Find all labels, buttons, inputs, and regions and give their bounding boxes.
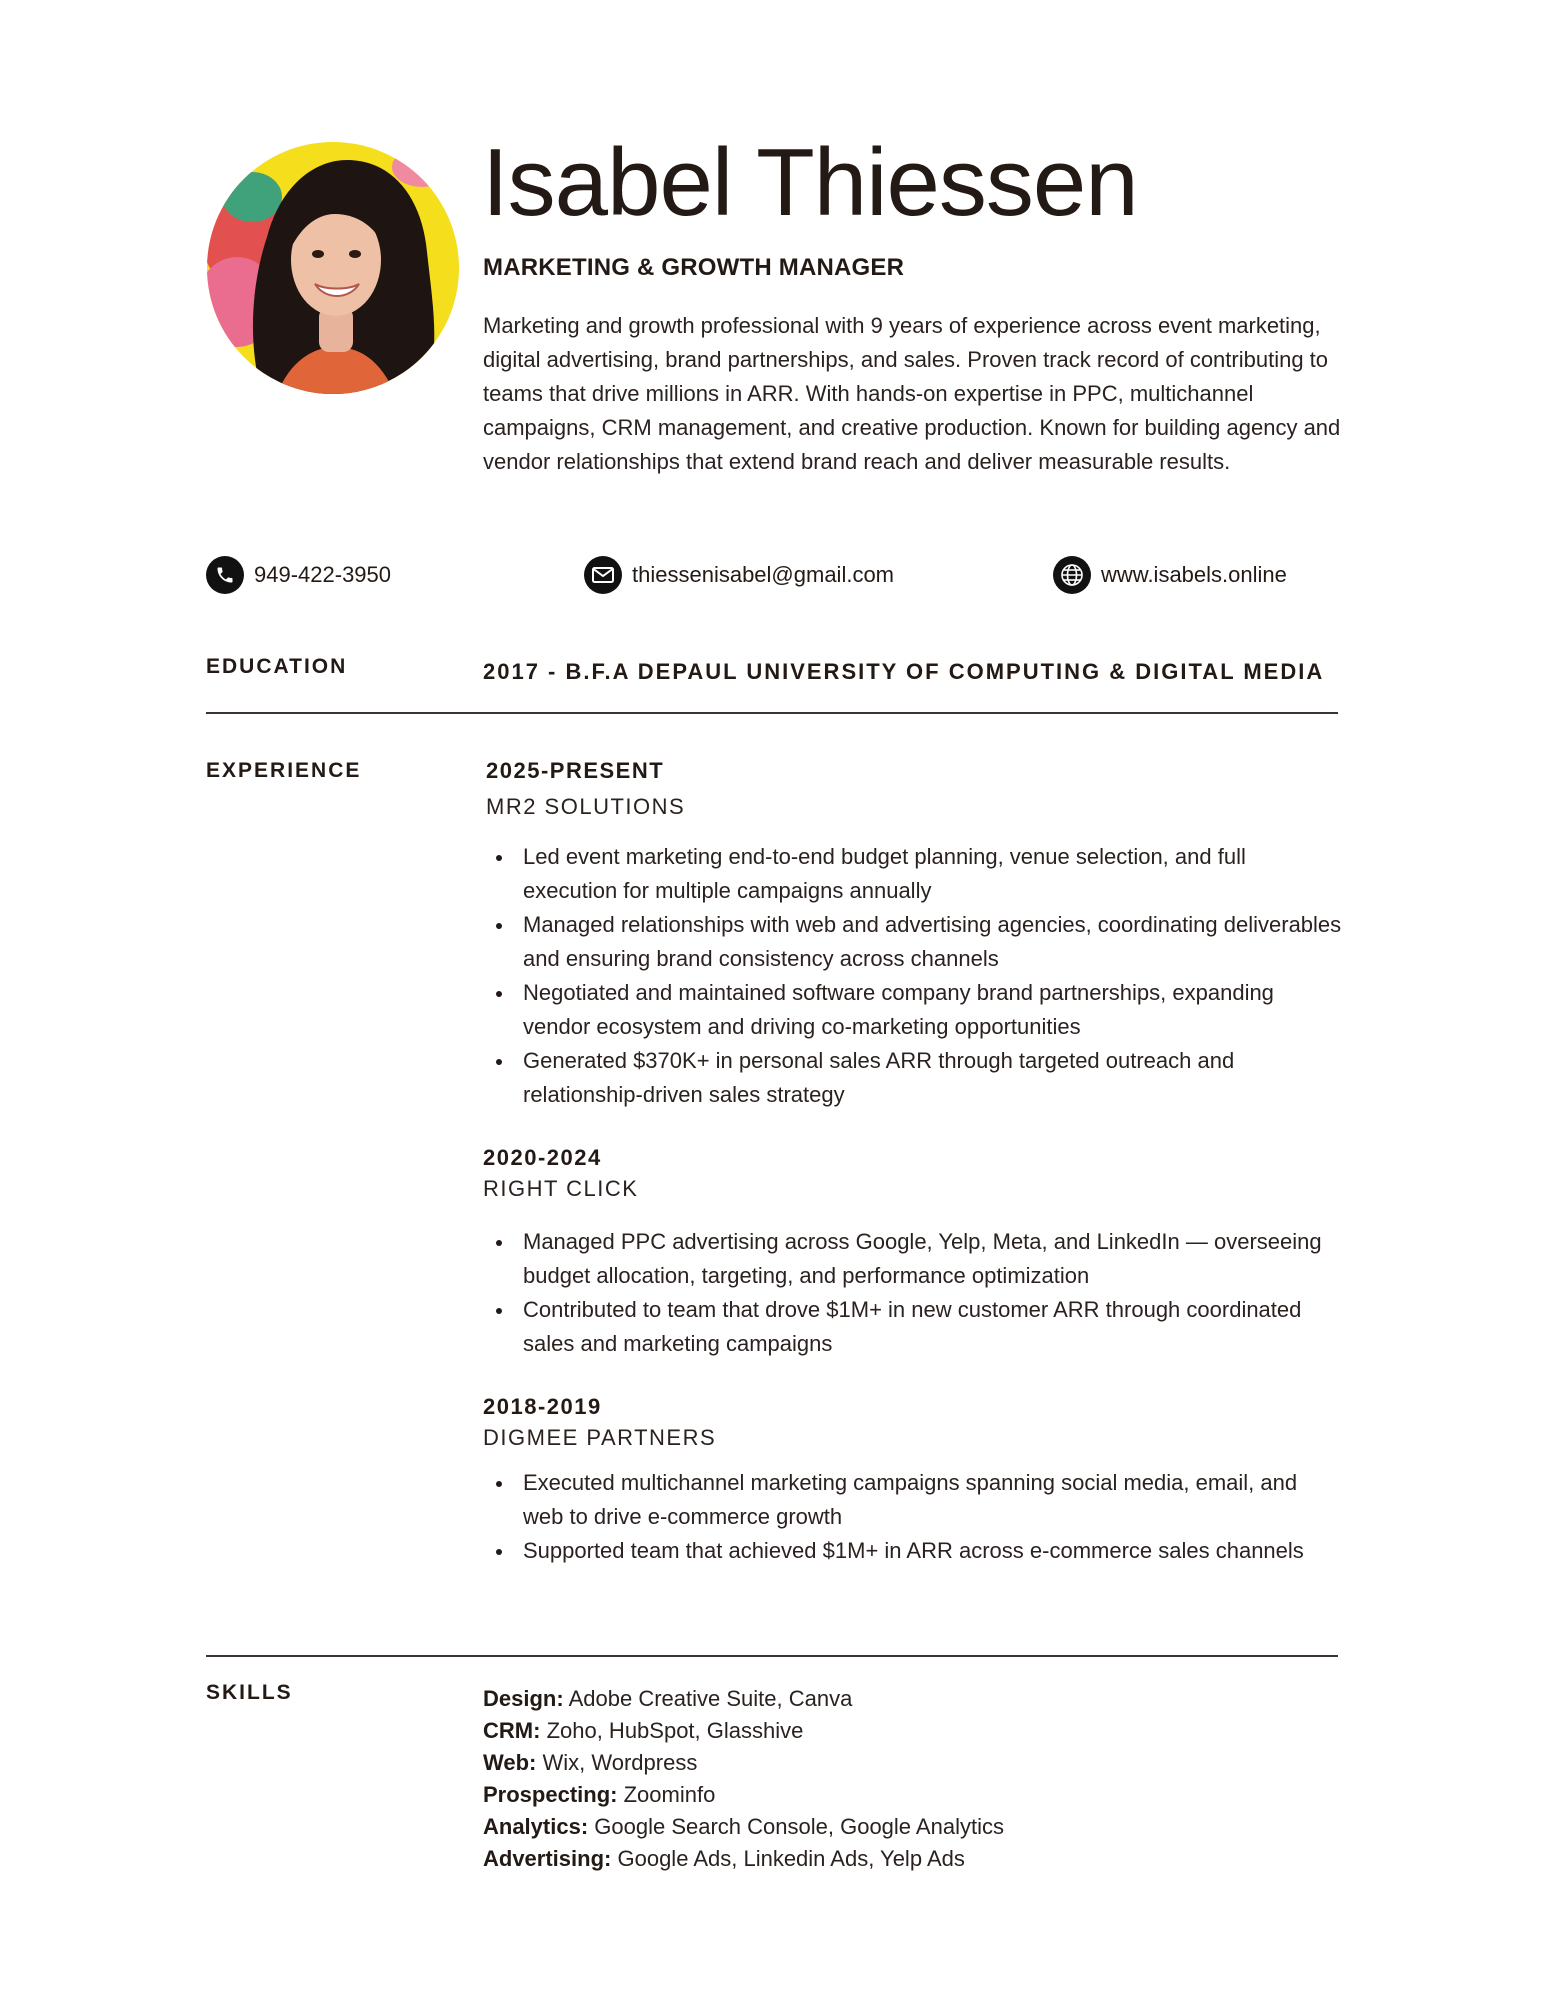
list-item: Managed relationships with web and advertising agencies, coordinating deliverables and ensuring brand consistency across channels <box>483 908 1343 976</box>
skill-value: Google Search Console, Google Analytics <box>594 1814 1004 1839</box>
list-item: Led event marketing end-to-end budget planning, venue selection, and full execution for multiple campaigns annually <box>483 840 1343 908</box>
job-entry <box>486 758 685 820</box>
list-item: Negotiated and maintained software company brand partnerships, expanding vendor ecosystem and driving co-marketing opportunities <box>483 976 1343 1044</box>
skill-category: Prospecting: <box>483 1782 618 1807</box>
phone-number[interactable]: 949-422-3950 <box>254 562 392 587</box>
skill-category: CRM: <box>483 1718 541 1743</box>
job-years: 2020-2024 <box>483 1145 602 1170</box>
skill-row <box>483 1811 1004 1843</box>
skill-row <box>483 1715 1004 1747</box>
job-entry <box>483 1394 716 1451</box>
list-item: Generated $370K+ in personal sales ARR through targeted outreach and relationship-driven sales strategy <box>483 1044 1343 1112</box>
skill-value: Google Ads, Linkedin Ads, Yelp Ads <box>617 1846 965 1871</box>
skill-category: Analytics: <box>483 1814 589 1839</box>
phone-icon <box>206 556 244 594</box>
candidate-name: Isabel Thiessen <box>482 129 1138 236</box>
divider <box>206 1655 1338 1657</box>
globe-icon <box>1053 556 1091 594</box>
profile-summary: Marketing and growth professional with 9 years of experience across event marketing, digital advertising, brand partnerships, and sales. Proven track record of contributing to teams that drive millions in ARR. With hands-on expertise in PPC, multichannel campaigns, CRM management, and creative production. Known for building agency and vendor relationships that extend brand reach and deliver measurable results. <box>483 313 1341 474</box>
email-address[interactable]: thiessenisabel@gmail.com <box>632 562 895 587</box>
job-title: MARKETING & GROWTH MANAGER <box>483 254 905 281</box>
job-company: MR2 SOLUTIONS <box>486 794 686 819</box>
list-item: Supported team that achieved $1M+ in ARR across e-commerce sales channels <box>483 1534 1343 1568</box>
job-years: 2018-2019 <box>483 1394 602 1419</box>
skill-value: Wix, Wordpress <box>542 1750 698 1775</box>
contact-phone <box>206 555 391 595</box>
skill-value: Zoominfo <box>623 1782 716 1807</box>
list-item: Executed multichannel marketing campaigns spanning social media, email, and web to drive e-commerce growth <box>483 1466 1343 1534</box>
profile-photo <box>207 142 459 394</box>
skill-row <box>483 1683 1004 1715</box>
job-years: 2025-PRESENT <box>486 758 665 783</box>
skill-category: Advertising: <box>483 1846 612 1871</box>
contact-website <box>1053 555 1287 595</box>
job-bullets <box>483 1466 1343 1568</box>
website-url[interactable]: www.isabels.online <box>1101 562 1287 587</box>
experience-heading: EXPERIENCE <box>206 759 362 782</box>
skill-category: Web: <box>483 1750 537 1775</box>
divider <box>206 712 1338 714</box>
skills-heading: SKILLS <box>206 1681 293 1704</box>
skill-row <box>483 1779 1004 1811</box>
contact-email <box>584 555 894 595</box>
job-company: DIGMEE PARTNERS <box>483 1425 717 1450</box>
skill-value: Zoho, HubSpot, Glasshive <box>546 1718 804 1743</box>
job-bullets <box>483 840 1343 1112</box>
job-company: RIGHT CLICK <box>483 1176 639 1201</box>
skill-row <box>483 1747 1004 1779</box>
skill-row <box>483 1843 1004 1875</box>
profile-photo-illustration <box>207 142 459 394</box>
job-entry <box>483 1145 638 1202</box>
education-entry: 2017 - B.F.A DEPAUL UNIVERSITY OF COMPUTING & DIGITAL MEDIA <box>483 659 1325 684</box>
list-item: Managed PPC advertising across Google, Yelp, Meta, and LinkedIn — overseeing budget allocation, targeting, and performance optimization <box>483 1225 1343 1293</box>
envelope-icon <box>584 556 622 594</box>
education-heading: EDUCATION <box>206 655 348 678</box>
list-item: Contributed to team that drove $1M+ in new customer ARR through coordinated sales and marketing campaigns <box>483 1293 1343 1361</box>
skill-value: Adobe Creative Suite, Canva <box>568 1686 853 1711</box>
skill-category: Design: <box>483 1686 564 1711</box>
job-bullets <box>483 1225 1343 1361</box>
skills-list <box>483 1683 1004 1875</box>
